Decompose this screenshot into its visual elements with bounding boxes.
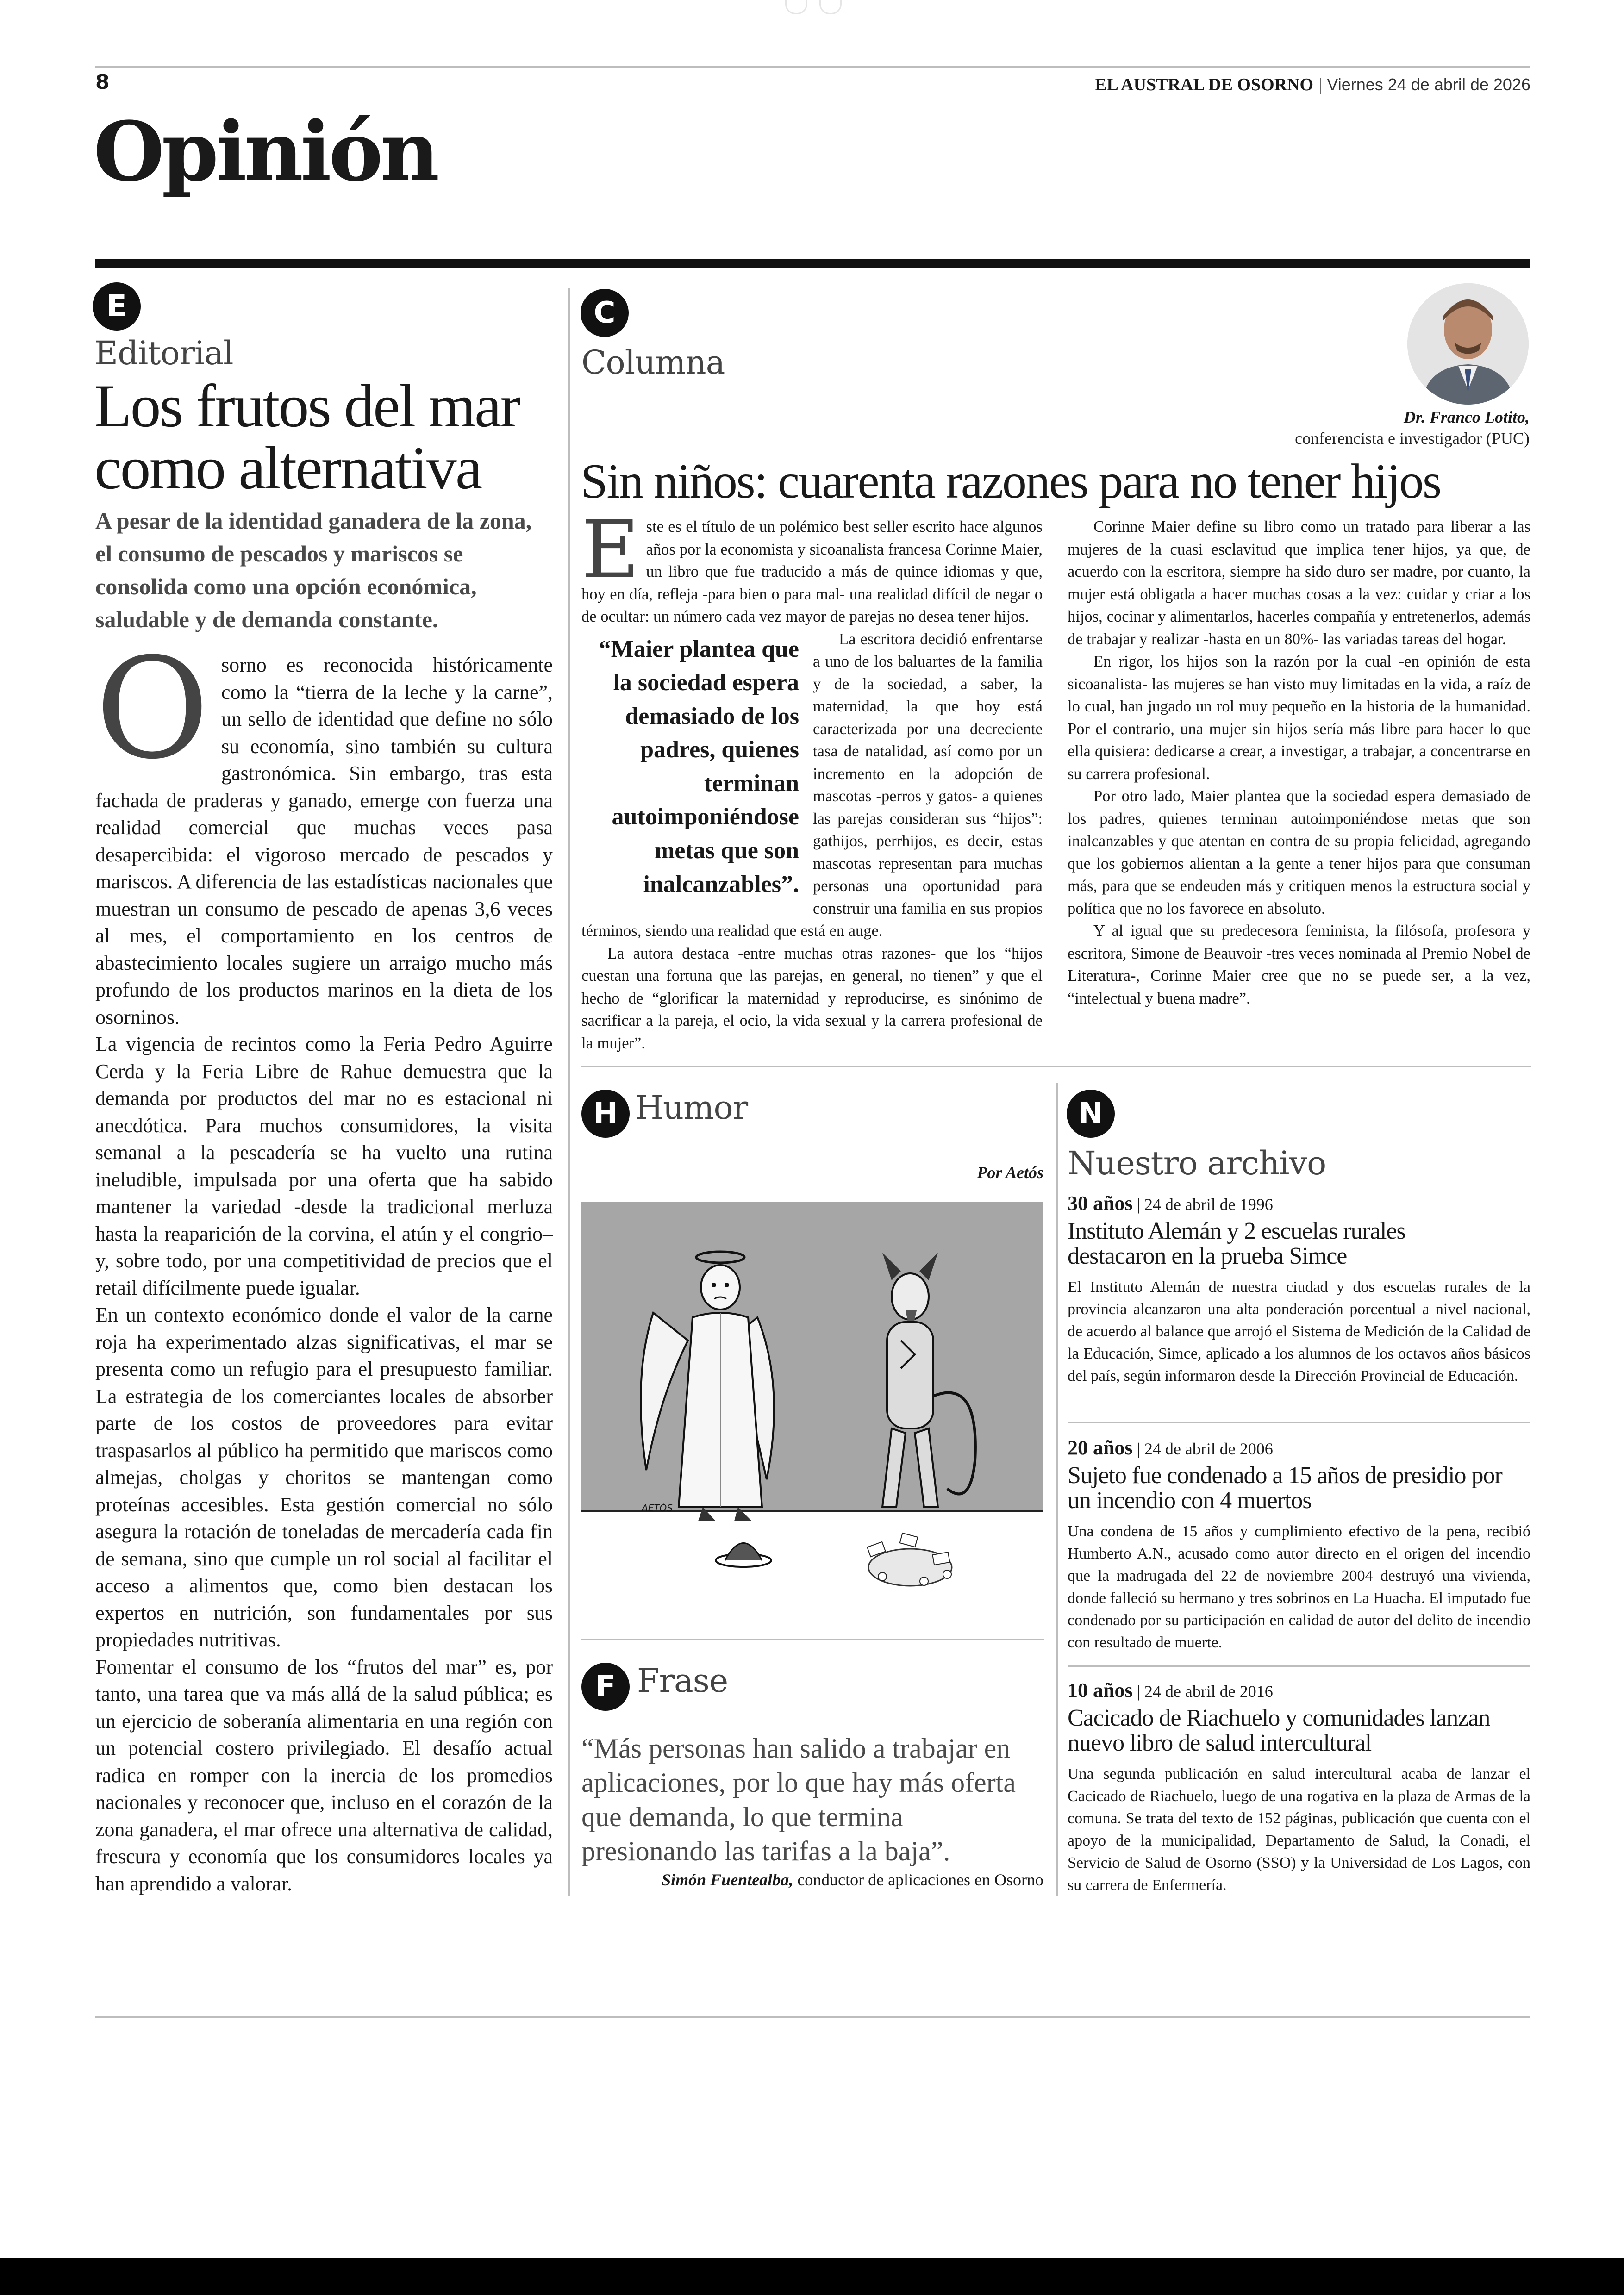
editorial-badge: E bbox=[93, 282, 141, 331]
frase-author-role: conductor de aplicaciones en Osorno bbox=[793, 1871, 1043, 1889]
archive-item-3-date: 24 de abril de 2016 bbox=[1144, 1682, 1273, 1701]
archive-item-3-meta bbox=[1068, 1678, 1530, 1702]
header-rule bbox=[95, 66, 1530, 68]
column-paragraph-1-text: ste es el título de un polémico best seller escrito hace algunos años por la economista y sicoanalista francesa Corinne Maier, un libro que fue traducido a más de quince idiomas y que, hoy en día, refleja -para bien o para mal- una realidad difícil de negar o de ocultar: un número cada vez mayor de parejas no desea tener hijos. bbox=[581, 518, 1043, 625]
editorial-paragraph-4: Fomentar el consumo de los “frutos del mar” es, por tanto, una tarea que va más allá de la salud pública; es un ejercicio de soberanía alimentaria en una región con un potencial costero privilegiado. El desafío actual radica en romper con la inercia de los promedios nacionales y reconocer que, incluso en el corazón de la zona ganadera, el mar ofrece una alternativa de calidad, frescura y economía que los consumidores locales ya han aprendido a valorar. bbox=[95, 1655, 553, 1895]
column-body-left bbox=[581, 503, 1043, 1054]
archive-divider-1 bbox=[1068, 1422, 1530, 1423]
masthead-line bbox=[1095, 74, 1530, 95]
column-badge: C bbox=[581, 289, 629, 337]
page-bottom-rule bbox=[95, 2016, 1530, 2018]
humor-badge: H bbox=[581, 1090, 630, 1138]
archive-item-2-date: 24 de abril de 2006 bbox=[1144, 1440, 1273, 1458]
column-paragraph-6: Por otro lado, Maier plantea que la sociedad espera demasiado de los padres, quienes terminan autoimponiéndose metas que son inalcanzables y que atentan en contra de su propia felicidad, agregando que los gobiernos alientan a la gente a tener hijos para que consuman más, para que se endeuden más y critiquen menos la estructura social y política que no los favorece en absoluto. bbox=[1068, 787, 1530, 917]
archive-item-2-headline: Sujeto fue condenado a 15 años de presidio por un incendio con 4 muertos bbox=[1068, 1462, 1502, 1514]
archive-item-1 bbox=[1068, 1191, 1530, 1387]
archive-item-3-headline: Cacicado de Riachuelo y comunidades lanzan nuevo libro de salud intercultural bbox=[1068, 1705, 1490, 1756]
editorial-body bbox=[95, 628, 553, 1897]
editorial-label: Editorial bbox=[94, 334, 233, 372]
cartoon bbox=[581, 1202, 1043, 1616]
column-paragraph-2: La escritora decidió enfrentarse a uno de los baluartes de la familia y de la sociedad, a saber, la maternidad, la que hoy está caracterizada por una decreciente tasa de natalidad, así como por un incremento en la adopción de mascotas -perros y gatos- a quienes las parejas consideran sus “hijos”: gathijos, perrhijos, es decir, estas mascotas representan para muchas personas una oportunidad para construir una familia en sus propios términos, siendo una realidad que está en auge. bbox=[581, 630, 1043, 940]
archive-item-1-meta bbox=[1068, 1191, 1530, 1215]
issue-date: Viernes 24 de abril de 2026 bbox=[1327, 75, 1530, 94]
humor-label: Humor bbox=[635, 1089, 748, 1127]
col-divider-1 bbox=[568, 288, 570, 1896]
editorial-paragraph-1 bbox=[95, 628, 553, 1031]
archive-item-3 bbox=[1068, 1678, 1530, 1896]
column-title: Sin niños: cuarenta razones para no tener hijos bbox=[581, 454, 1441, 508]
pager-dot-left[interactable] bbox=[785, 0, 807, 14]
frase-attribution bbox=[662, 1870, 1043, 1890]
archive-label: Nuestro archivo bbox=[1068, 1144, 1326, 1182]
archive-divider-2 bbox=[1068, 1665, 1530, 1667]
frase-author: Simón Fuentealba, bbox=[662, 1871, 793, 1889]
author-role: conferencista e investigador (PUC) bbox=[1295, 429, 1530, 448]
editorial-title: Los frutos del mar como alternativa bbox=[94, 372, 519, 502]
section-title: Opinión bbox=[94, 104, 437, 200]
archive-item-2-meta bbox=[1068, 1436, 1530, 1459]
pullquote: “Maier plantea que la sociedad espera demasiado de los padres, quienes terminan autoimponiéndose metas que son inalcanzables”. bbox=[599, 636, 799, 898]
column-paragraph-5: En rigor, los hijos son la razón por la cual -en opinión de esta sicoanalista- las mujeres se han visto muy limitadas en la vida, a raíz de lo cual, han jugado un rol muy pequeño en la historia de la humanidad. Por el contrario, una mujer sin hijos sería más libre para hacer lo que ella quisiera: dedicarse a crear, a investigar, a trabajar, a concentrarse en su carrera profesional. bbox=[1068, 653, 1530, 783]
archive-item-2-years: 20 años bbox=[1068, 1436, 1133, 1459]
editorial-lead: A pesar de la identidad ganadera de la zona, el consumo de pescados y mariscos se consolida como una opción económica, saludable y de demanda constante. bbox=[95, 508, 532, 632]
editorial-paragraph-2: La vigencia de recintos como la Feria Pedro Aguirre Cerda y la Feria Libre de Rahue demuestra que la demanda por productos del mar no es estacional ni anecdótica. Para muchos consumidores, la visita semanal a la pescadería se ha vuelto una rutina ineludible, impulsada por una oferta que ha sabido mantener la variedad -desde la tradicional merluza hasta la reaparición de la corvina, el atún y el congrio– y, sobre todo, por una competitividad de precios que el retail difícilmente puede igualar. bbox=[95, 1033, 553, 1299]
archive-badge: N bbox=[1067, 1090, 1115, 1138]
archive-item-1-divider: | bbox=[1132, 1195, 1144, 1214]
section-heavy-rule bbox=[95, 259, 1530, 268]
editorial-dropcap: O bbox=[95, 628, 209, 790]
editorial-paragraph-1-text: sorno es reconocida históricamente como la “tierra de la leche y la carne”, un sello de identidad que define no sólo su economía, sino también su cultura gastronómica. Sin embargo, tras esta fachada de praderas y ganado, emerge con fuerza una realidad comercial que muchas veces pasa desapercibida: el vigoroso mercado de pescados y mariscos. A diferencia de las estadísticas nacionales que muestran un consumo de pescado de apenas 3,6 veces al mes, el comportamiento en los centros de abastecimiento locales sugiere un arraigo mucho más profundo de los productos marinos en la dieta de los osorninos. bbox=[95, 654, 553, 1029]
column-paragraph-1 bbox=[581, 503, 1043, 628]
author-photo bbox=[1407, 283, 1529, 405]
column-bottom-rule bbox=[581, 1066, 1531, 1067]
archive-item-3-text: Una segunda publicación en salud intercultural acaba de lanzar el Cacicado de Riachuelo, luego de una rogativa en la plaza de Armas de la comuna. Se trata del texto de 152 páginas, publicación que cuenta con el apoyo de la municipalidad, Departamento de Salud, la Conadi, el Servicio de Salud de Osorno (SSO) y la Universidad de Los Lagos, con su carrera de Enfermería. bbox=[1068, 1765, 1530, 1894]
cartoon-svg bbox=[581, 1202, 1043, 1616]
pager-dot-right[interactable] bbox=[819, 0, 842, 14]
column-paragraph-7: Y al igual que su predecesora feminista, la filósofa, profesora y escritora, Simone de Beauvoir -tres veces nominada al Premio Nobel de Literatura-, Corinne Maier cree que no se puede ser, a la vez, “intelectual y buena madre”. bbox=[1068, 922, 1530, 1007]
masthead-divider: | bbox=[1319, 75, 1327, 94]
cartoon-signature: AETÓS bbox=[642, 1503, 673, 1514]
author-name: Dr. Franco Lotito, bbox=[1403, 408, 1530, 426]
column-paragraph-4: Corinne Maier define su libro como un tratado para liberar a las mujeres de la cuasi esclavitud que implica tener hijos, ya que, de acuerdo con la escritora, siempre ha sido duro ser madre, por cuanto, la mujer está obligada a hacer muchas cosas a la vez: cuidar y criar a los hijos, cocinar y alimentarlos, hacerles compañía y entretenerlos, además de trabajar y realizar -hasta en un 80%- las variadas tareas del hogar. bbox=[1068, 518, 1530, 648]
archive-item-3-divider: | bbox=[1132, 1682, 1144, 1701]
col-divider-2 bbox=[1056, 1083, 1058, 1896]
page-number: 8 bbox=[95, 70, 110, 94]
archive-item-2-text: Una condena de 15 años y cumplimiento efectivo de la pena, recibió Humberto A.N., acusado como autor directo en el origen del incendio que la madrugada del 22 de noviembre 2004 destruyó una vivienda, donde falleció su hermano y tres sobrinos en La Huacha. El imputado fue condenado por su participación en calidad de autor del delito de incendio con resultado de muerte. bbox=[1068, 1523, 1530, 1651]
column-label: Columna bbox=[581, 343, 725, 381]
archive-item-1-text: El Instituto Alemán de nuestra ciudad y dos escuelas rurales de la provincia alcanzaron una alta ponderación porcentual a nivel nacional, de acuerdo al balance que arrojó el Sistema de Medición de la Calidad de la Educación, Simce, aplicado a los alumnos de los octavos años básicos del país, según informaron desde la Dirección Provincial de Educación. bbox=[1068, 1278, 1530, 1384]
column-dropcap: E bbox=[581, 503, 640, 596]
archive-item-3-years: 10 años bbox=[1068, 1679, 1133, 1702]
frase-label: Frase bbox=[637, 1662, 728, 1700]
archive-item-1-years: 30 años bbox=[1068, 1192, 1133, 1215]
bottom-bar bbox=[0, 2258, 1624, 2295]
humor-bottom-rule bbox=[581, 1639, 1044, 1640]
archive-item-1-headline: Instituto Alemán y 2 escuelas rurales destacaron en la prueba Simce bbox=[1068, 1218, 1405, 1269]
frase-badge: F bbox=[581, 1663, 630, 1711]
archive-item-2-divider: | bbox=[1132, 1440, 1144, 1458]
column-paragraph-3: La autora destaca -entre muchas otras razones- que los “hijos cuestan una fortuna que las parejas, en general, no tienen” y que el hecho de “glorificar la maternidad y reproducirse, es sinónimo de sacrificar a la pareja, el ocio, la vida sexual y la carrera profesional de la mujer”. bbox=[581, 944, 1043, 1052]
archive-item-2 bbox=[1068, 1436, 1530, 1654]
humor-byline: Por Aetós bbox=[977, 1163, 1043, 1182]
column-body-right bbox=[1068, 516, 1530, 1010]
frase-quote: “Más personas han salido a trabajar en aplicaciones, por lo que hay más oferta que demanda, lo que termina presionando las tarifas a la baja”. bbox=[581, 1733, 1016, 1866]
author-portrait-svg bbox=[1407, 283, 1529, 405]
editorial-paragraph-3: En un contexto económico donde el valor de la carne roja ha experimentado alzas significativas, el mar se presenta como un refugio para el presupuesto familiar. La estrategia de los comerciantes locales de absorber parte de los costos de proveedores para evitar traspasarlos al público ha permitido que mariscos como almejas, cholgas y choritos se mantengan como proteínas accesibles. Esta gestión comercial no sólo asegura la rotación de toneladas de mercadería cada fin de semana, sino que cumple un rol social al facilitar el acceso a alimentos que, como bien destacan los expertos en nutrición, son fundamentales por sus propiedades nutritivas. bbox=[95, 1303, 553, 1651]
masthead: EL AUSTRAL DE OSORNO bbox=[1095, 75, 1314, 94]
archive-item-1-date: 24 de abril de 1996 bbox=[1144, 1195, 1273, 1214]
